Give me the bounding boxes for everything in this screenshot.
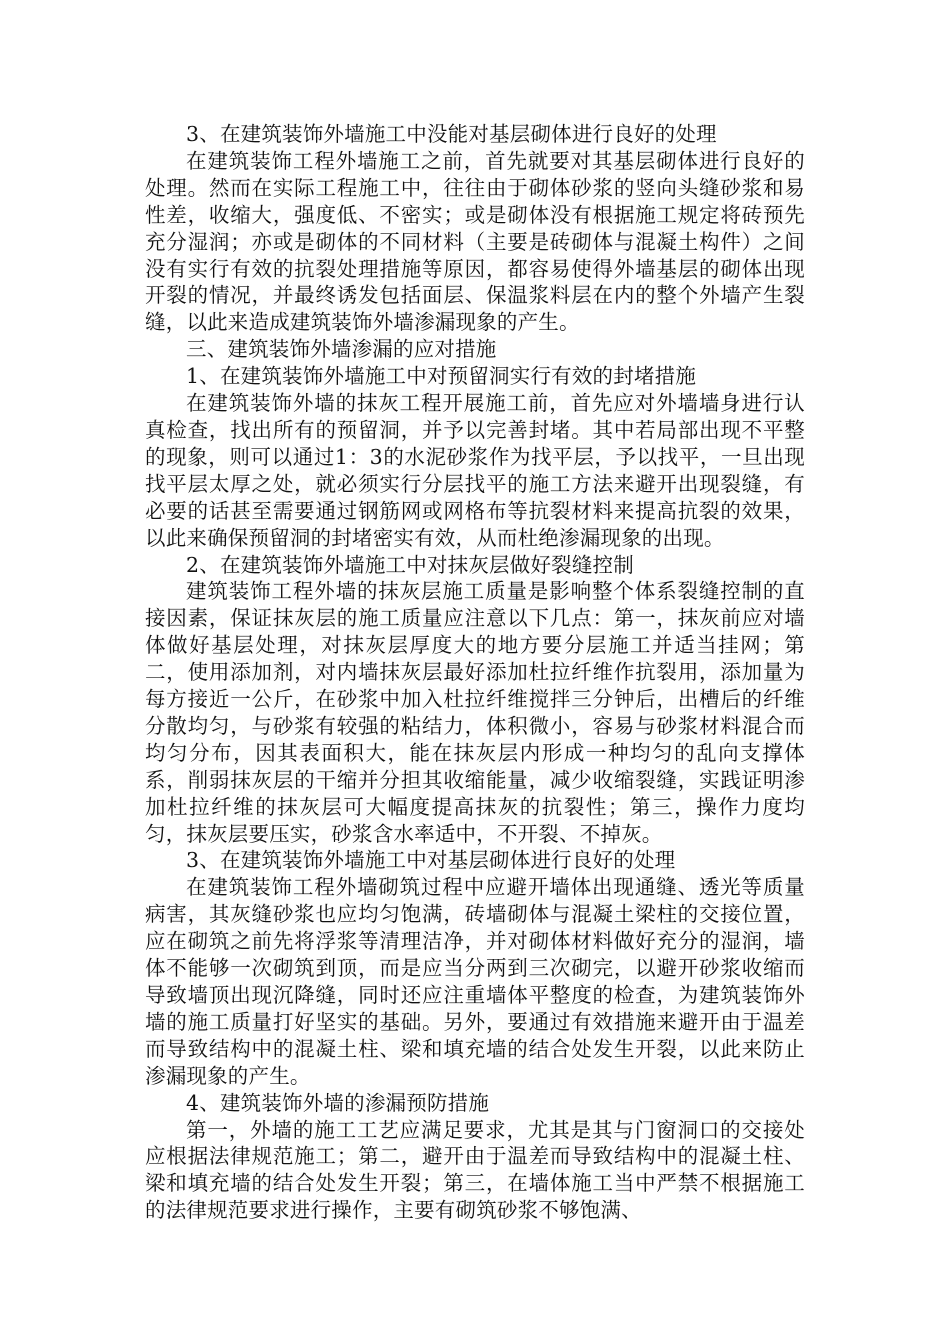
document-body (145, 121, 805, 1224)
body-paragraph: 建筑装饰工程外墙的抹灰层施工质量是影响整个体系裂缝控制的直接因素，保证抹灰层的施工质量应注意以下几点：第一，抹灰前应对墙体做好基层处理，对抹灰层厚度大的地方要分层施工并适当挂网；第二，使用添加剂，对内墙抹灰层最好添加杜拉纤维作抗裂用，添加量为每方接近一公斤，在砂浆中加入杜拉纤维搅拌三分钟后，出槽后的纤维分散均匀，与砂浆有较强的粘结力，体积微小，容易与砂浆材料混合而均匀分布，因其表面积大，能在抹灰层内形成一种均匀的乱向支撑体系，削弱抹灰层的干缩并分担其收缩能量，减少收缩裂缝，实践证明渗加杜拉纤维的抹灰层可大幅度提高抹灰的抗裂性；第三，操作力度均匀，抹灰层要压实，砂浆含水率适中，不开裂、不掉灰。 (145, 579, 805, 846)
section-heading-4: 4、建筑装饰外墙的渗漏预防措施 (186, 1090, 490, 1115)
body-paragraph: 在建筑装饰工程外墙砌筑过程中应避开墙体出现通缝、透光等质量病害，其灰缝砂浆也应均匀饱满，砖墙砌体与混凝土梁柱的交接位置，应在砌筑之前先将浮浆等清理洁净，并对砌体材料做好充分的湿润，墙体不能够一次砌筑到顶，而是应当分两到三次砌完，以避开砂浆收缩而导致墙顶出现沉降缝，同时还应注重墙体平整度的检查，为建筑装饰外墙的施工质量打好坚实的基础。另外，要通过有效措施来避开由于温差而导致结构中的混凝土柱、梁和填充墙的结合处发生开裂，以此来防止渗漏现象的产生。 (145, 875, 805, 1088)
section-heading-2: 2、在建筑装饰外墙施工中对抹灰层做好裂缝控制 (186, 552, 634, 577)
body-paragraph: 在建筑装饰工程外墙施工之前，首先就要对其基层砌体进行良好的处理。然而在实际工程施工中，往往由于砌体砂浆的竖向头缝砂浆和易性差，收缩大，强度低、不密实；或是砌体没有根据施工规定将砖预先充分湿润；亦或是砌体的不同材料（主要是砖砌体与混凝土构件）之间没有实行有效的抗裂处理措施等原因，都容易使得外墙基层的砌体出现开裂的情况，并最终诱发包括面层、保温浆料层在内的整个外墙产生裂缝，以此来造成建筑装饰外墙渗漏现象的产生。 (145, 148, 805, 335)
body-paragraph: 第一，外墙的施工工艺应满足要求，尤其是其与门窗洞口的交接处应根据法律规范施工；第二，避开由于温差而导致结构中的混凝土柱、梁和填充墙的结合处发生开裂；第三，在墙体施工当中严禁不根据施工的法律规范要求进行操作，主要有砌筑砂浆不够饱满、 (145, 1117, 805, 1223)
section-heading-1: 1、在建筑装饰外墙施工中对预留洞实行有效的封堵措施 (186, 364, 697, 389)
section-heading-3b: 3、在建筑装饰外墙施工中对基层砌体进行良好的处理 (186, 848, 676, 873)
body-paragraph: 在建筑装饰外墙的抹灰工程开展施工前，首先应对外墙墙身进行认真检查，找出所有的预留洞，并予以完善封堵。其中若局部出现不平整的现象，则可以通过1：3的水泥砂浆作为找平层，予以找平，一旦出现找平层太厚之处，就必须实行分层找平的施工方法来避开出现裂缝，有必要的话甚至需要通过钢筋网或网格布等抗裂材料来提高抗裂的效果，以此来确保预留洞的封堵密实有效，从而杜绝渗漏现象的出现。 (145, 391, 805, 550)
section-heading-3: 3、在建筑装饰外墙施工中没能对基层砌体进行良好的处理 (186, 122, 717, 146)
chapter-heading-three: 三、建筑装饰外墙渗漏的应对措施 (186, 337, 497, 362)
